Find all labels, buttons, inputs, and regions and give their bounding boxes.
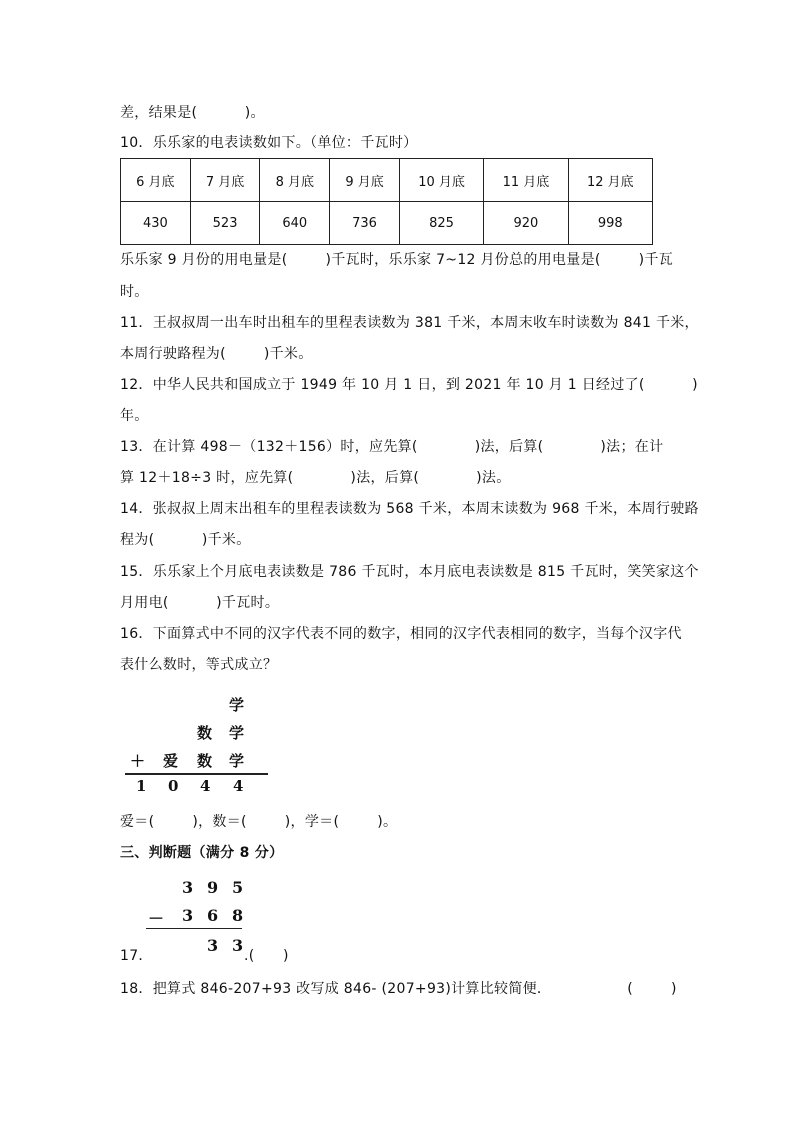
puzzle-char: 数 (197, 752, 213, 770)
q14-question: 14．张叔叔上周末出租车的里程表读数为 568 千米，本周末读数为 968 千米，本周行驶路 (120, 501, 699, 517)
q11-question-cont: 本周行驶路程为( )千米。 (120, 346, 313, 362)
q12-question: 12．中华人民共和国成立于 1949 年 10 月 1 日，到 2021 年 10 月 1 日经过了( ) (120, 377, 698, 393)
table-header-cell: 6 月底 (121, 159, 191, 202)
meter-table (120, 158, 653, 245)
q13-question-cont: 算 12＋18÷3 时，应先算( )法，后算( )法。 (120, 470, 511, 486)
result-digit: 4 (200, 777, 211, 795)
minuend-digit: 3 (182, 878, 194, 897)
q14-question-cont: 程为( )千米。 (120, 532, 251, 548)
difference-line (146, 928, 242, 929)
table-cell: 430 (121, 202, 191, 245)
result-digit: 4 (233, 777, 244, 795)
puzzle-char: 学 (229, 752, 245, 770)
puzzle-char: 爱 (163, 752, 179, 770)
table-header-cell: 12 月底 (568, 159, 652, 202)
q17-answer: .( ) (244, 948, 289, 964)
minuend-digit: 5 (232, 878, 244, 897)
section-title: 三、判断题（满分 8 分） (120, 845, 284, 861)
table-cell: 736 (330, 202, 400, 245)
table-cell: 523 (190, 202, 260, 245)
q10-title: 10．乐乐家的电表读数如下。（单位：千瓦时） (120, 135, 418, 151)
q11-question: 11．王叔叔周一出车时出租车的里程表读数为 381 千米，本周末收车时读数为 841 千米， (120, 315, 699, 331)
puzzle-char: 学 (229, 724, 245, 742)
q16-answer: 爱＝( )，数＝( )，学＝( )。 (120, 814, 398, 830)
q12-question-cont: 年。 (120, 408, 149, 424)
minus-sign: － (148, 909, 165, 928)
q10-question: 乐乐家 9 月份的用电量是( )千瓦时，乐乐家 7~12 月份总的用电量是( )千瓦 (120, 252, 674, 268)
q13-question: 13．在计算 498－（132＋156）时，应先算( )法，后算( )法；在计 (120, 439, 664, 455)
q15-question: 15．乐乐家上个月底电表读数是 786 千瓦时，本月底电表读数是 815 千瓦时，笑笑家这个 (120, 564, 699, 580)
q18-question: 18．把算式 846-207+93 改写成 846- (207+93)计算比较简便． ( ) (120, 981, 677, 997)
q16-question: 16．下面算式中不同的汉字代表不同的数字，相同的汉字代表相同的数字，当每个汉字代 (120, 626, 682, 642)
puzzle-char: 学 (229, 696, 245, 714)
subtrahend-digit: 8 (232, 906, 244, 925)
subtrahend-digit: 6 (207, 906, 219, 925)
table-header-row (121, 159, 653, 202)
table-row (121, 202, 653, 245)
table-header-cell: 10 月底 (399, 159, 483, 202)
table-header-cell: 9 月底 (330, 159, 400, 202)
minuend-digit: 9 (207, 878, 219, 897)
table-header-cell: 8 月底 (260, 159, 330, 202)
sum-line (125, 773, 268, 775)
puzzle-char: 数 (197, 724, 213, 742)
subtrahend-digit: 3 (182, 906, 194, 925)
q15-question-cont: 月用电( )千瓦时。 (120, 595, 280, 611)
table-cell: 998 (568, 202, 652, 245)
difference-digit: 3 (207, 936, 219, 955)
table-cell: 920 (484, 202, 568, 245)
result-digit: 1 (136, 777, 147, 795)
q10-question-cont: 时。 (120, 284, 149, 300)
table-header-cell: 11 月底 (484, 159, 568, 202)
q9-tail: 差，结果是( )。 (120, 105, 265, 121)
difference-digit: 3 (232, 936, 244, 955)
table-header-cell: 7 月底 (190, 159, 260, 202)
q17-number: 17． (120, 948, 153, 964)
table-cell: 825 (399, 202, 483, 245)
table-cell: 640 (260, 202, 330, 245)
result-digit: 0 (168, 777, 179, 795)
plus-sign: ＋ (130, 752, 146, 770)
q16-question-cont: 表什么数时，等式成立？ (120, 657, 278, 673)
